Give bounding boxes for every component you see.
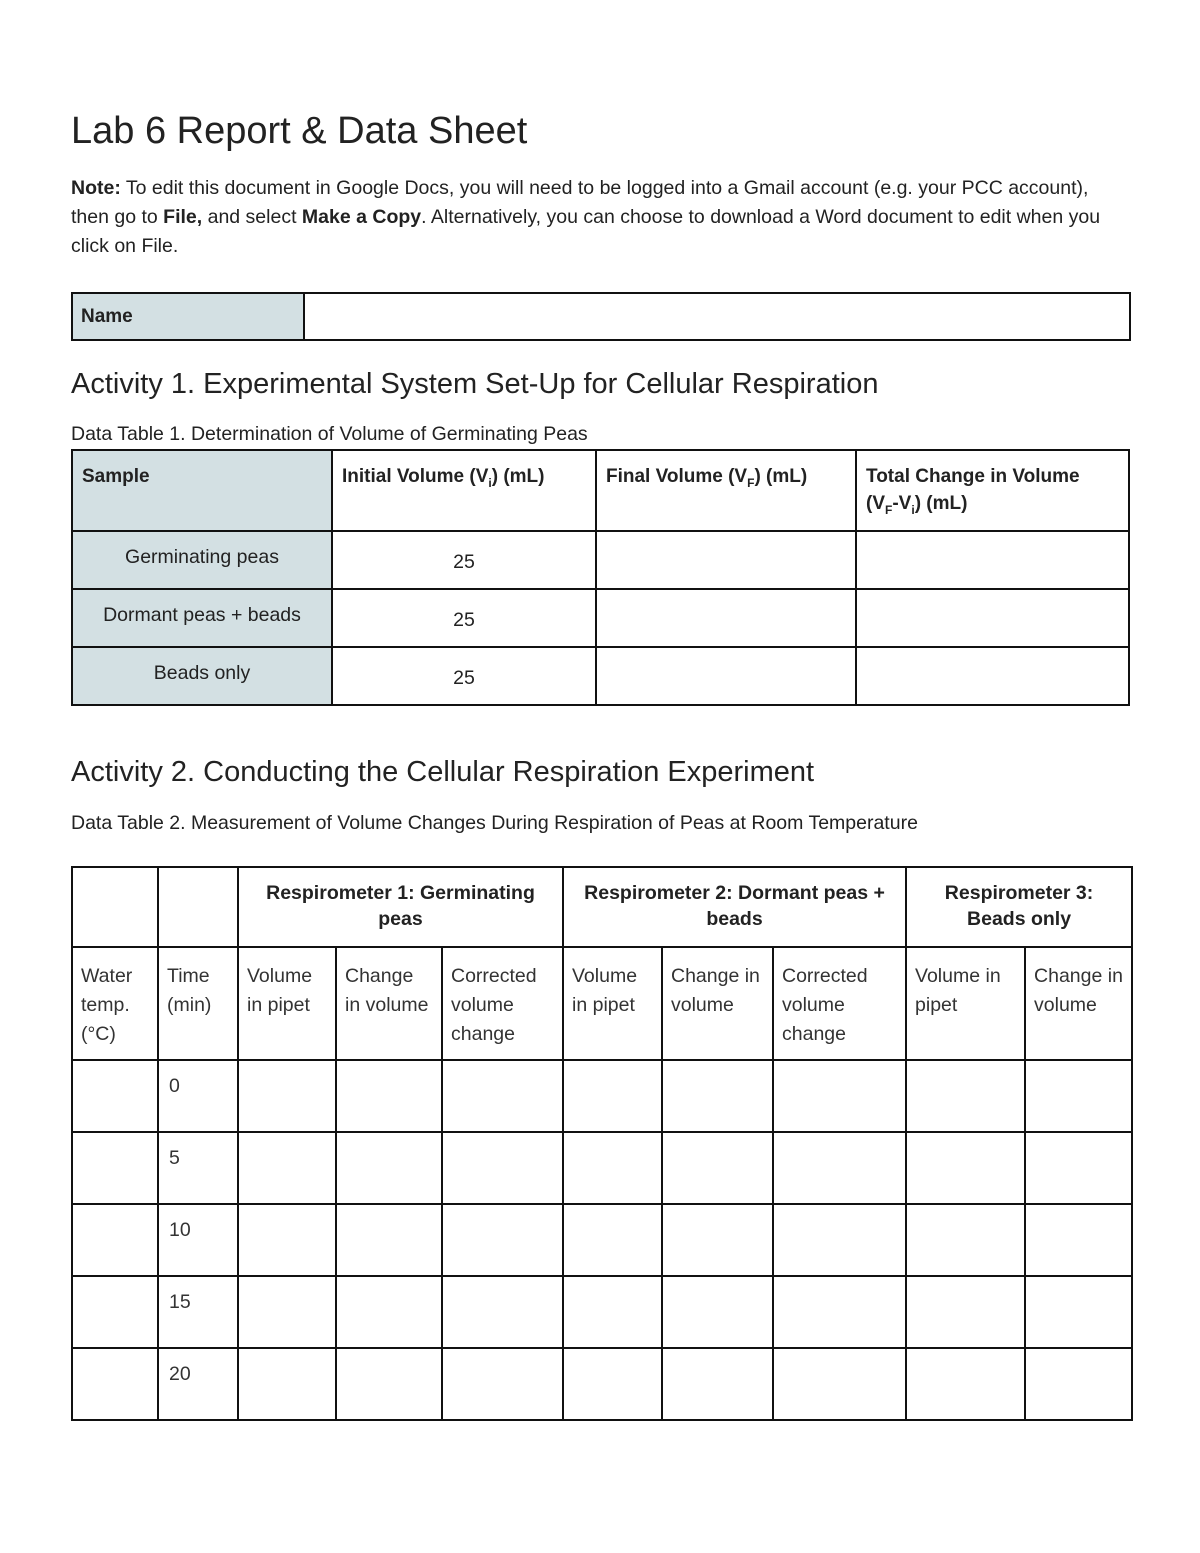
t2-subheader-r1-corrected: Corrected volume change (442, 947, 563, 1060)
t2-data-cell[interactable] (906, 1204, 1025, 1276)
t2-data-cell[interactable] (906, 1132, 1025, 1204)
t2-data-cell[interactable] (563, 1276, 662, 1348)
t2-header-respirometer-2: Respirometer 2: Dormant peas + beads (563, 867, 906, 947)
t2-data-cell[interactable] (1025, 1132, 1132, 1204)
t2-time-cell: 0 (158, 1060, 238, 1132)
t2-subheader-r2-corrected: Corrected volume change (773, 947, 906, 1060)
name-label: Name (72, 293, 304, 340)
t2-blank-header (72, 867, 158, 947)
t1-total-cell[interactable] (856, 531, 1129, 589)
table2-caption: Data Table 2. Measurement of Volume Changes During Respiration of Peas at Room Temperature (71, 812, 918, 834)
note-make-copy: Make a Copy (301, 206, 422, 228)
t2-data-cell[interactable] (563, 1060, 662, 1132)
t2-data-cell[interactable] (442, 1060, 563, 1132)
t2-row (72, 1204, 1132, 1276)
t1-header-final: Final Volume $(V_F)$ (mL) (596, 450, 856, 531)
t2-row (72, 1348, 1132, 1420)
t2-data-cell[interactable] (442, 1132, 563, 1204)
t2-row (72, 1276, 1132, 1348)
t2-data-cell[interactable] (662, 1132, 773, 1204)
t2-data-cell[interactable] (563, 1348, 662, 1420)
table1-caption: Data Table 1. Determination of Volume of Germinating Peas (71, 423, 588, 445)
t2-data-cell[interactable] (563, 1132, 662, 1204)
t2-data-cell[interactable] (662, 1204, 773, 1276)
t2-data-cell[interactable] (238, 1060, 336, 1132)
t1-total-cell[interactable] (856, 589, 1129, 647)
t2-subheader-r2-volume: Volume in pipet (563, 947, 662, 1060)
t2-blank-header (158, 867, 238, 947)
t2-data-cell[interactable] (773, 1204, 906, 1276)
edit-note (71, 174, 1121, 261)
data-table-2 (71, 866, 1133, 1421)
t2-time-cell: 10 (158, 1204, 238, 1276)
t2-data-cell[interactable] (336, 1060, 442, 1132)
t1-sample-cell: Germinating peas (72, 531, 332, 589)
t1-sample-cell: Beads only (72, 647, 332, 705)
name-table (71, 292, 1131, 341)
note-text-1: To edit this document in Google Docs, you will need to be logged into a Gmail account (e.g. your PCC account), then go to (71, 177, 1089, 228)
note-lead: Note: (71, 177, 121, 199)
t2-header-respirometer-1: Respirometer 1: Germinating peas (238, 867, 563, 947)
t2-data-cell[interactable] (238, 1204, 336, 1276)
t1-final-cell[interactable] (596, 531, 856, 589)
t2-data-cell[interactable] (906, 1348, 1025, 1420)
t1-total-cell[interactable] (856, 647, 1129, 705)
t2-data-cell[interactable] (662, 1276, 773, 1348)
t2-subheader-r1-volume: Volume in pipet (238, 947, 336, 1060)
t2-data-cell[interactable] (336, 1132, 442, 1204)
t2-data-cell[interactable] (442, 1276, 563, 1348)
t1-header-sample: Sample (72, 450, 332, 531)
t1-final-cell[interactable] (596, 589, 856, 647)
t2-data-cell[interactable] (336, 1276, 442, 1348)
t2-subheader-r3-change: Change in volume (1025, 947, 1132, 1060)
t2-data-cell[interactable] (906, 1060, 1025, 1132)
t2-data-cell[interactable] (238, 1132, 336, 1204)
t2-row (72, 1060, 1132, 1132)
note-text-2: and select (202, 206, 302, 228)
t2-subheader-time: Time (min) (158, 947, 238, 1060)
page-title: Lab 6 Report & Data Sheet (71, 110, 528, 152)
t2-water-cell[interactable] (72, 1060, 158, 1132)
t2-time-cell: 5 (158, 1132, 238, 1204)
t2-subheader-r1-change: Change in volume (336, 947, 442, 1060)
t2-data-cell[interactable] (442, 1204, 563, 1276)
t1-row (72, 589, 1129, 647)
note-text-3: . Alternatively, you can choose to download a Word document to edit when you click on File. (71, 206, 1101, 257)
t2-water-cell[interactable] (72, 1204, 158, 1276)
t2-subheader-r2-change: Change in volume (662, 947, 773, 1060)
t2-data-cell[interactable] (773, 1348, 906, 1420)
t2-data-cell[interactable] (442, 1348, 563, 1420)
activity1-heading: Activity 1. Experimental System Set-Up for Cellular Respiration (71, 368, 879, 400)
t1-initial-cell[interactable]: 25 (332, 589, 596, 647)
t2-data-cell[interactable] (1025, 1204, 1132, 1276)
t2-data-cell[interactable] (1025, 1276, 1132, 1348)
t2-data-cell[interactable] (662, 1060, 773, 1132)
t2-subheader-water-temp: Water temp. (°C) (72, 947, 158, 1060)
t2-time-cell: 15 (158, 1276, 238, 1348)
t2-data-cell[interactable] (1025, 1060, 1132, 1132)
t2-data-cell[interactable] (238, 1348, 336, 1420)
t1-initial-cell[interactable]: 25 (332, 647, 596, 705)
t2-water-cell[interactable] (72, 1276, 158, 1348)
t1-final-cell[interactable] (596, 647, 856, 705)
name-field[interactable] (304, 293, 1130, 340)
t2-subheader-r3-volume: Volume in pipet (906, 947, 1025, 1060)
t2-data-cell[interactable] (773, 1276, 906, 1348)
t2-water-cell[interactable] (72, 1132, 158, 1204)
t2-data-cell[interactable] (563, 1204, 662, 1276)
t2-data-cell[interactable] (336, 1204, 442, 1276)
t2-header-respirometer-3: Respirometer 3: Beads only (906, 867, 1132, 947)
t1-row (72, 531, 1129, 589)
t1-initial-cell[interactable]: 25 (332, 531, 596, 589)
t2-data-cell[interactable] (906, 1276, 1025, 1348)
t2-data-cell[interactable] (238, 1276, 336, 1348)
t2-water-cell[interactable] (72, 1348, 158, 1420)
t1-header-initial: Initial Volume $(V_i)$ (mL) (332, 450, 596, 531)
t1-row (72, 647, 1129, 705)
t2-data-cell[interactable] (773, 1132, 906, 1204)
t2-time-cell: 20 (158, 1348, 238, 1420)
activity2-heading: Activity 2. Conducting the Cellular Respiration Experiment (71, 756, 815, 788)
t2-data-cell[interactable] (336, 1348, 442, 1420)
t2-data-cell[interactable] (662, 1348, 773, 1420)
t1-sample-cell: Dormant peas + beads (72, 589, 332, 647)
t2-data-cell[interactable] (773, 1060, 906, 1132)
t2-data-cell[interactable] (1025, 1348, 1132, 1420)
note-file: File, (163, 206, 203, 228)
t2-row (72, 1132, 1132, 1204)
t1-header-total: Total Change in Volume $(V_F-V_i)$ (mL) (856, 450, 1129, 531)
data-table-1 (71, 449, 1130, 706)
